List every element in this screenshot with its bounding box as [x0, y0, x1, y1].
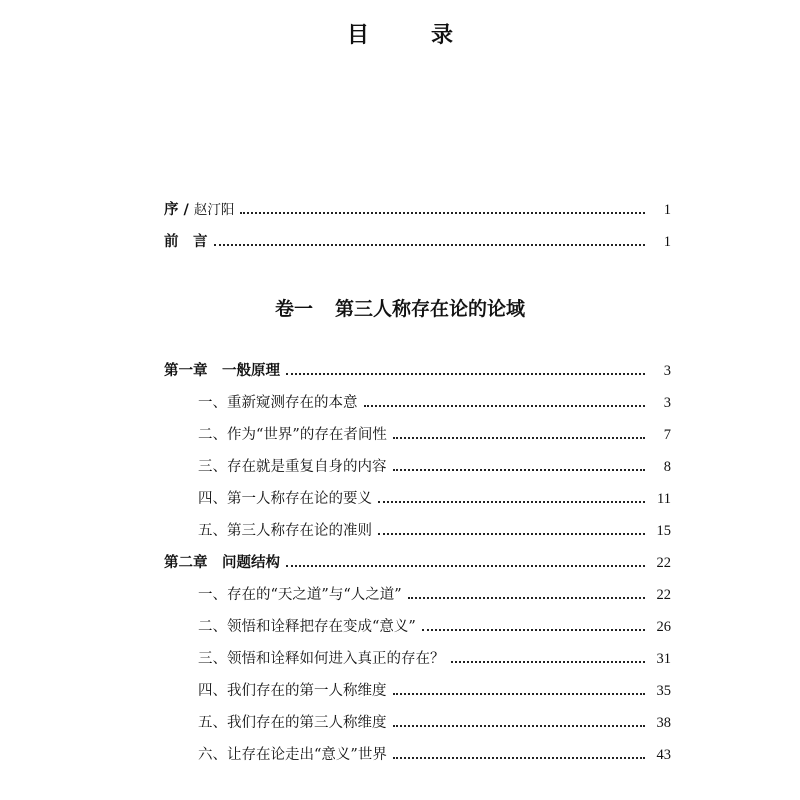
toc-entry-section[interactable] — [198, 712, 671, 734]
preface-author: 赵汀阳 — [193, 202, 235, 218]
toc-entry-section[interactable] — [198, 424, 671, 446]
toc-entry-page-number: 26 — [656, 619, 671, 635]
toc-entry-section[interactable] — [198, 616, 671, 638]
toc-entry-section[interactable] — [198, 648, 671, 670]
toc-entry-page-number: 1 — [663, 234, 671, 250]
toc-entry-label: 第二章 问题结构 — [164, 555, 280, 571]
toc-entry-page-number: 31 — [656, 651, 671, 667]
dot-leader — [408, 597, 645, 599]
toc-entry-page-number: 22 — [656, 555, 671, 571]
toc-entry-page-number: 15 — [656, 523, 671, 539]
toc-entry-section[interactable] — [198, 680, 671, 702]
toc-entry-label: 前 言 — [164, 234, 208, 250]
dot-leader — [422, 629, 645, 631]
toc-entry-page-number: 43 — [656, 747, 671, 763]
toc-entry-label — [164, 199, 240, 221]
preface-label: 序 / — [164, 202, 194, 218]
toc-entry-label: 一、存在的“天之道”与“人之道” — [198, 587, 402, 603]
toc-entry-label: 三、存在就是重复自身的内容 — [198, 459, 387, 475]
toc-entry-label: 三、领悟和诠释如何进入真正的存在？ — [198, 651, 445, 667]
toc-entry-section[interactable] — [198, 392, 671, 414]
toc-entry-chapter-1[interactable] — [164, 360, 671, 382]
toc-entry-page-number: 11 — [657, 491, 671, 507]
toc-entry-label: 四、我们存在的第一人称维度 — [198, 683, 387, 699]
toc-entry-section[interactable] — [198, 456, 671, 478]
toc-entry-foreword[interactable] — [164, 231, 671, 253]
toc-entry-page-number: 3 — [663, 395, 671, 411]
dot-leader — [393, 469, 646, 471]
dot-leader — [364, 405, 646, 407]
toc-entry-label: 六、让存在论走出“意义”世界 — [198, 747, 387, 763]
toc-entry-label: 一、重新窥测存在的本意 — [198, 395, 358, 411]
part-number: 卷一 — [274, 298, 313, 320]
toc-entry-page-number: 8 — [663, 459, 671, 475]
part-title: 第三人称存在论的论域 — [335, 298, 526, 320]
toc-entry-page-number: 35 — [656, 683, 671, 699]
toc-entry-label: 五、第三人称存在论的准则 — [198, 523, 372, 539]
toc-entry-section[interactable] — [198, 744, 671, 766]
toc-entry-page-number: 7 — [663, 427, 671, 443]
dot-leader — [393, 693, 646, 695]
toc-entry-label: 四、第一人称存在论的要义 — [198, 491, 372, 507]
dot-leader — [286, 373, 645, 375]
toc-entry-page-number: 38 — [656, 715, 671, 731]
toc-entry-label: 二、作为“世界”的存在者间性 — [198, 427, 387, 443]
toc-entry-section[interactable] — [198, 584, 671, 606]
dot-leader — [393, 437, 645, 439]
toc-entry-label: 二、领悟和诠释把存在变成“意义” — [198, 619, 416, 635]
toc-entry-label: 第一章 一般原理 — [164, 363, 280, 379]
toc-entry-page-number: 3 — [663, 363, 671, 379]
part-heading — [0, 294, 800, 321]
dot-leader — [451, 661, 646, 663]
page-title: 目 录 — [346, 23, 473, 48]
toc-entry-section[interactable] — [198, 488, 671, 510]
dot-leader — [378, 533, 645, 535]
dot-leader — [378, 501, 645, 503]
dot-leader — [286, 565, 645, 567]
dot-leader — [393, 725, 646, 727]
dot-leader — [393, 757, 645, 759]
dot-leader — [214, 244, 646, 246]
toc-entry-label: 五、我们存在的第三人称维度 — [198, 715, 387, 731]
toc-entry-section[interactable] — [198, 520, 671, 542]
toc-entry-page-number: 22 — [656, 587, 671, 603]
toc-entry-preface[interactable] — [164, 199, 671, 221]
dot-leader — [240, 212, 645, 214]
toc-entry-page-number: 1 — [663, 202, 671, 218]
toc-entry-chapter-2[interactable] — [164, 552, 671, 574]
